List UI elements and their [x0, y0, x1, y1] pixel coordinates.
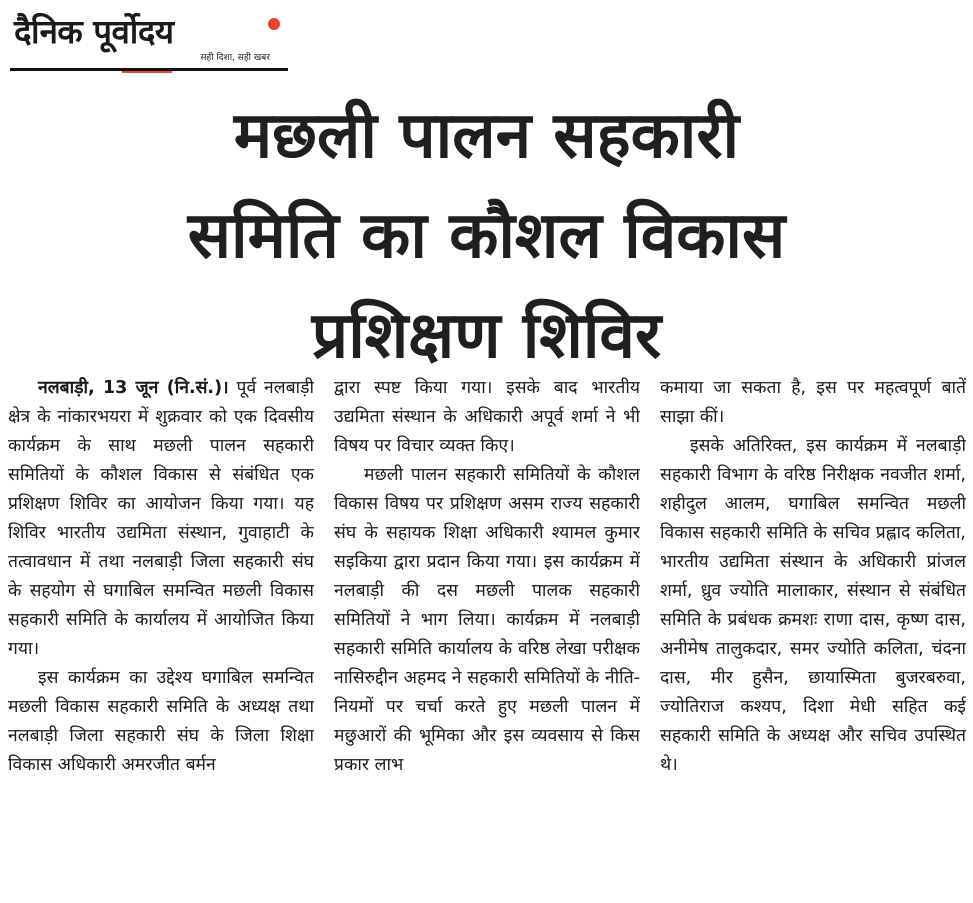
- masthead-accent-rule: [122, 71, 172, 73]
- masthead: [10, 8, 288, 72]
- article-paragraph-3: मछली पालन सहकारी समितियों के कौशल विकास विषय पर प्रशिक्षण असम राज्य सहकारी संघ के सहायक शिक्षा अधिकारी श्यामल कुमार सइकिया द्वारा प्रदान किया गया। इस कार्यक्रम में नलबाड़ी की दस मछली पालक सहकारी समितियों ने भाग लिया। कार्यक्रम में नलबाड़ी सहकारी समिति कार्यालय के वरिष्ठ लेखा परीक्षक नासिरुद्दीन अहमद ने सहकारी समितियों के नीति-नियमों पर चर्चा करते हुए मछली पालन में मछुआरों की भूमिका और इस व्यवसाय से किस प्रकार लाभ: [334, 465, 640, 775]
- article-paragraph-1: पूर्व नलबाड़ी क्षेत्र के नांकारभयरा में शुक्रवार को एक दिवसीय कार्यक्रम के साथ मछली पालन सहकारी समितियों के कौशल विकास से संबंधित एक प्रशिक्षण शिविर का आयोजन किया गया। यह शिविर भारतीय उद्यमिता संस्थान, गुवाहाटी के तत्वावधान में तथा नलबाड़ी जिला सहकारी संघ के सहयोग से घगाबिल समन्वित मछली विकास सहकारी समिति के कार्यालय में आयोजित किया गया।: [8, 378, 314, 659]
- article-column-1: [8, 374, 314, 899]
- logo-dot-icon: [268, 18, 280, 30]
- headline-line-3: प्रशिक्षण शिविर: [311, 299, 662, 373]
- article-column-3: [660, 374, 966, 899]
- headline-line-1: मछली पालन सहकारी: [233, 99, 740, 173]
- newspaper-logo: दैनिक पूर्वोदय: [14, 12, 174, 51]
- article-paragraph-3-continued: कमाया जा सकता है, इस पर महत्वपूर्ण बातें साझा कीं।: [660, 378, 966, 427]
- article-paragraph-2-continued: द्वारा स्पष्ट किया गया। इसके बाद भारतीय उद्यमिता संस्थान के अधिकारी अपूर्व शर्मा ने भी विषय पर विचार व्यक्त किए।: [334, 378, 640, 456]
- article-paragraph-2: इस कार्यक्रम का उद्देश्य घगाबिल समन्वित मछली विकास सहकारी समिति के अध्यक्ष तथा नलबाड़ी जिला सहकारी संघ के जिला शिक्षा विकास अधिकारी अमरजीत बर्मन: [8, 668, 314, 775]
- article-dateline: नलबाड़ी, 13 जून (नि.सं.)।: [38, 378, 229, 398]
- article-body: [8, 374, 968, 899]
- masthead-tagline: सही दिशा, सही खबर: [200, 53, 270, 63]
- article-paragraph-4: इसके अतिरिक्त, इस कार्यक्रम में नलबाड़ी सहकारी विभाग के वरिष्ठ निरीक्षक नवजीत शर्मा, शहीदुल आलम, घगाबिल समन्वित मछली विकास सहकारी समिति के सचिव प्रह्लाद कलिता, भारतीय उद्यमिता संस्थान के अधिकारी प्रांजल शर्मा, ध्रुव ज्योति मालाकार, संस्थान से संबंधित समिति के प्रबंधक क्रमशः राणा दास, कृष्ण दास, अनीमेष तालुकदार, समर ज्योति कलिता, चंदना दास, मीर हुसैन, छायास्मिता बुजरबरुवा, ज्योतिराज कश्यप, दिशा मेधी सहित कई सहकारी समिति के अध्यक्ष और सचिव उपस्थित थे।: [660, 436, 966, 775]
- article-column-2: [334, 374, 640, 899]
- article-headline: [40, 86, 933, 386]
- headline-line-2: समिति का कौशल विकास: [187, 199, 786, 273]
